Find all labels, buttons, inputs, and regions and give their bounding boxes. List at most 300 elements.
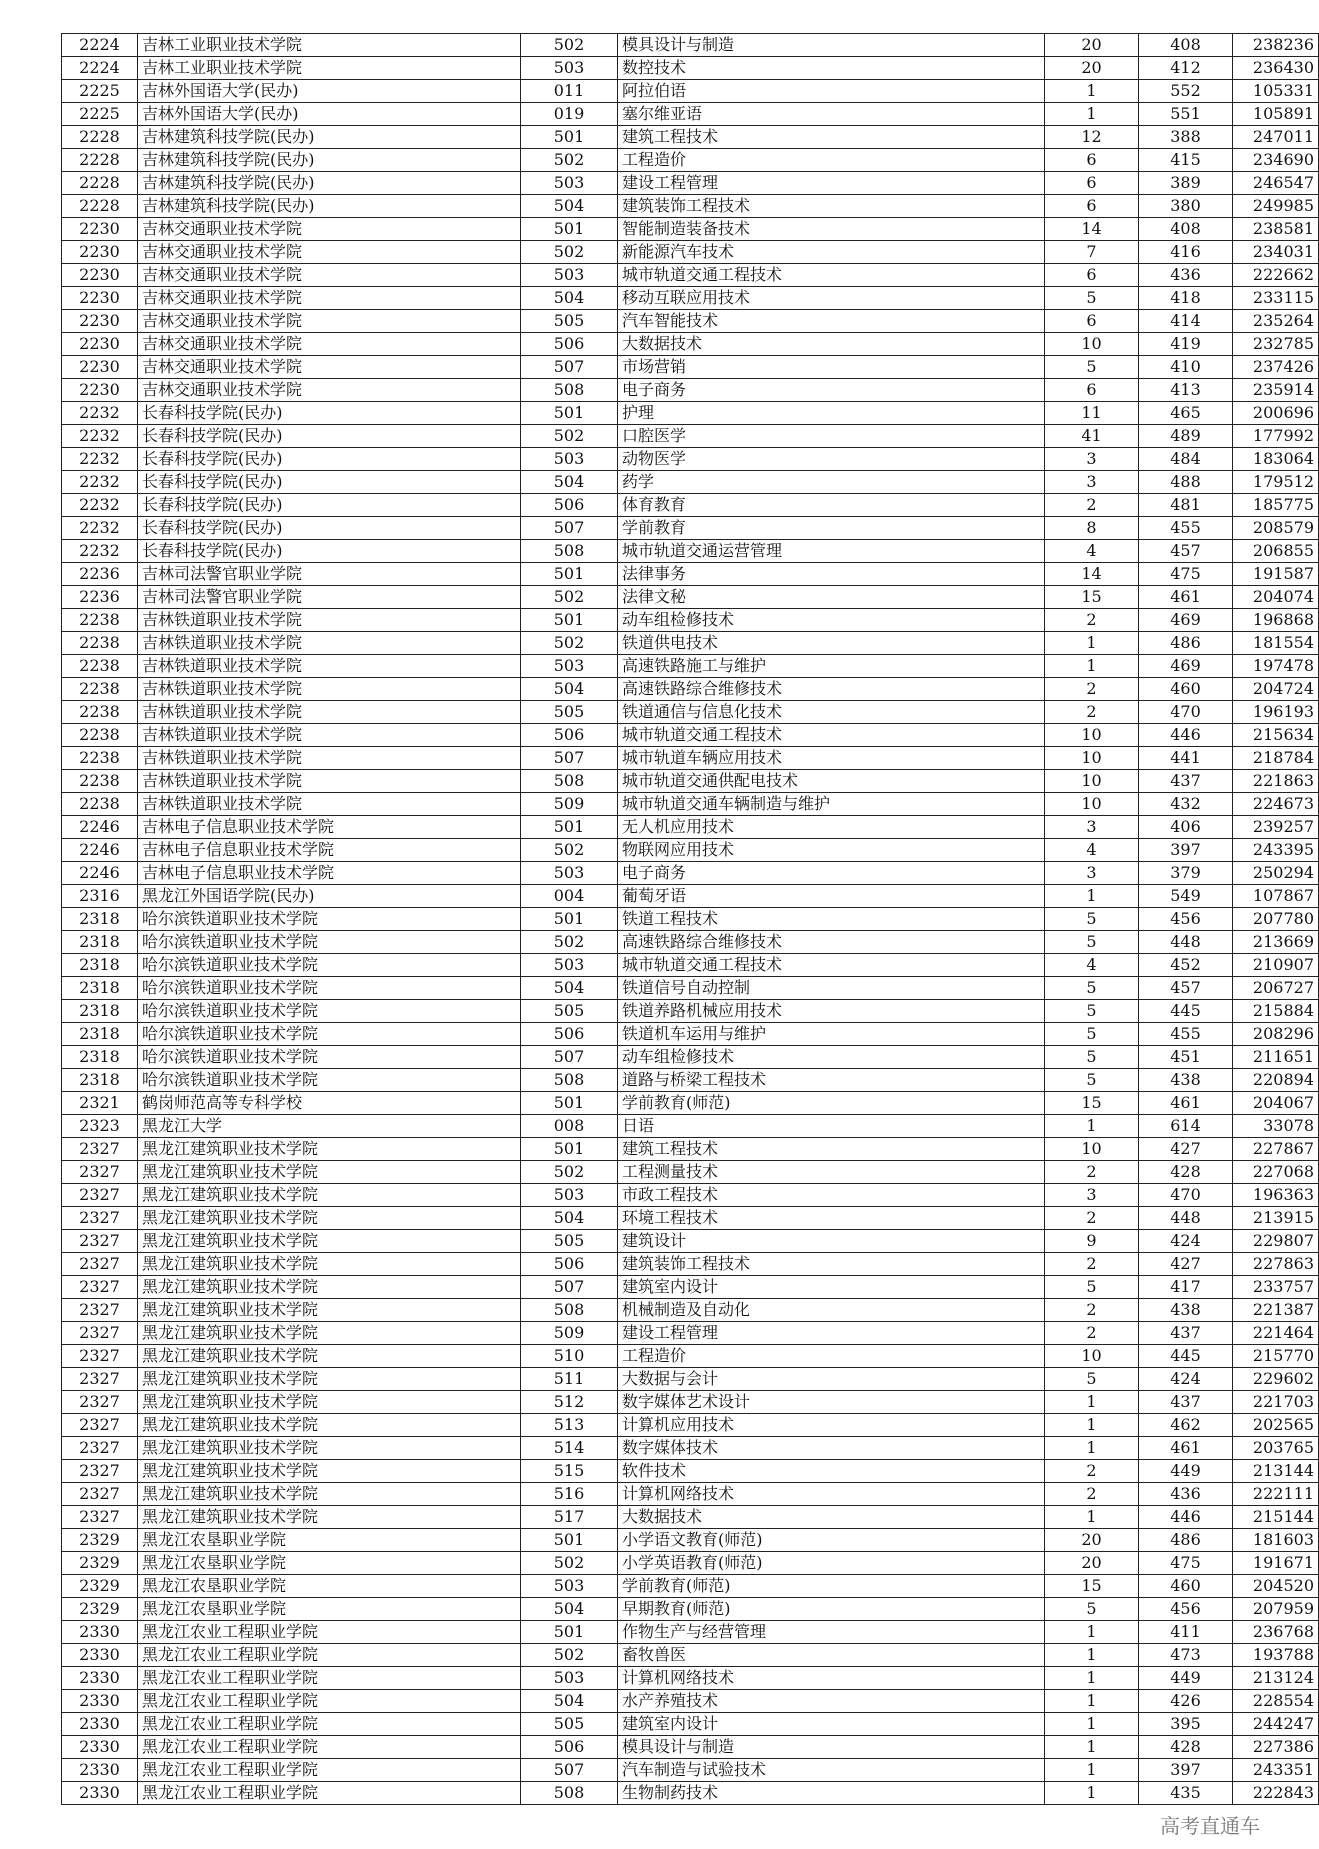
plan-count-cell: 15 bbox=[1045, 1092, 1139, 1115]
school-name-cell: 长春科技学院(民办) bbox=[138, 471, 521, 494]
school-name-cell: 黑龙江农垦职业学院 bbox=[138, 1598, 521, 1621]
major-code-cell: 506 bbox=[521, 1736, 618, 1759]
school-code-cell: 2232 bbox=[62, 494, 138, 517]
table-row bbox=[62, 241, 1319, 264]
major-name-cell: 城市轨道交通运营管理 bbox=[618, 540, 1045, 563]
major-name-cell: 建筑设计 bbox=[618, 1230, 1045, 1253]
school-code-cell: 2316 bbox=[62, 885, 138, 908]
major-name-cell: 小学语文教育(师范) bbox=[618, 1529, 1045, 1552]
table-row bbox=[62, 1069, 1319, 1092]
school-code-cell: 2327 bbox=[62, 1253, 138, 1276]
school-code-cell: 2329 bbox=[62, 1575, 138, 1598]
plan-count-cell: 7 bbox=[1045, 241, 1139, 264]
min-score-cell: 462 bbox=[1139, 1414, 1233, 1437]
school-name-cell: 长春科技学院(民办) bbox=[138, 494, 521, 517]
major-name-cell: 计算机网络技术 bbox=[618, 1483, 1045, 1506]
major-code-cell: 501 bbox=[521, 1092, 618, 1115]
major-code-cell: 511 bbox=[521, 1368, 618, 1391]
major-name-cell: 建设工程管理 bbox=[618, 172, 1045, 195]
plan-count-cell: 10 bbox=[1045, 793, 1139, 816]
major-code-cell: 510 bbox=[521, 1345, 618, 1368]
major-name-cell: 建筑装饰工程技术 bbox=[618, 195, 1045, 218]
school-code-cell: 2327 bbox=[62, 1460, 138, 1483]
school-code-cell: 2327 bbox=[62, 1161, 138, 1184]
min-rank-cell: 208296 bbox=[1233, 1023, 1319, 1046]
major-name-cell: 日语 bbox=[618, 1115, 1045, 1138]
school-name-cell: 黑龙江农垦职业学院 bbox=[138, 1529, 521, 1552]
school-code-cell: 2238 bbox=[62, 793, 138, 816]
major-name-cell: 市政工程技术 bbox=[618, 1184, 1045, 1207]
min-rank-cell: 236768 bbox=[1233, 1621, 1319, 1644]
plan-count-cell: 20 bbox=[1045, 1529, 1139, 1552]
min-rank-cell: 215884 bbox=[1233, 1000, 1319, 1023]
plan-count-cell: 1 bbox=[1045, 1667, 1139, 1690]
min-score-cell: 426 bbox=[1139, 1690, 1233, 1713]
plan-count-cell: 2 bbox=[1045, 1253, 1139, 1276]
school-name-cell: 吉林交通职业技术学院 bbox=[138, 379, 521, 402]
min-rank-cell: 250294 bbox=[1233, 862, 1319, 885]
table-row bbox=[62, 1506, 1319, 1529]
school-code-cell: 2232 bbox=[62, 402, 138, 425]
school-name-cell: 黑龙江建筑职业技术学院 bbox=[138, 1483, 521, 1506]
major-code-cell: 502 bbox=[521, 1644, 618, 1667]
school-code-cell: 2318 bbox=[62, 977, 138, 1000]
major-code-cell: 502 bbox=[521, 632, 618, 655]
plan-count-cell: 1 bbox=[1045, 632, 1139, 655]
min-score-cell: 445 bbox=[1139, 1345, 1233, 1368]
min-rank-cell: 105331 bbox=[1233, 80, 1319, 103]
table-row bbox=[62, 34, 1319, 57]
major-name-cell: 法律文秘 bbox=[618, 586, 1045, 609]
major-name-cell: 药学 bbox=[618, 471, 1045, 494]
min-rank-cell: 210907 bbox=[1233, 954, 1319, 977]
table-row bbox=[62, 1115, 1319, 1138]
major-code-cell: 503 bbox=[521, 954, 618, 977]
min-score-cell: 461 bbox=[1139, 1092, 1233, 1115]
major-code-cell: 502 bbox=[521, 425, 618, 448]
min-score-cell: 427 bbox=[1139, 1253, 1233, 1276]
min-rank-cell: 181603 bbox=[1233, 1529, 1319, 1552]
school-name-cell: 哈尔滨铁道职业技术学院 bbox=[138, 954, 521, 977]
plan-count-cell: 41 bbox=[1045, 425, 1139, 448]
school-name-cell: 吉林建筑科技学院(民办) bbox=[138, 195, 521, 218]
plan-count-cell: 3 bbox=[1045, 816, 1139, 839]
min-score-cell: 380 bbox=[1139, 195, 1233, 218]
major-code-cell: 504 bbox=[521, 287, 618, 310]
major-name-cell: 模具设计与制造 bbox=[618, 1736, 1045, 1759]
school-name-cell: 吉林交通职业技术学院 bbox=[138, 310, 521, 333]
table-row bbox=[62, 1023, 1319, 1046]
major-code-cell: 504 bbox=[521, 1207, 618, 1230]
min-rank-cell: 191587 bbox=[1233, 563, 1319, 586]
min-rank-cell: 208579 bbox=[1233, 517, 1319, 540]
table-row bbox=[62, 1621, 1319, 1644]
major-code-cell: 505 bbox=[521, 701, 618, 724]
table-row bbox=[62, 1276, 1319, 1299]
major-code-cell: 507 bbox=[521, 1046, 618, 1069]
min-rank-cell: 183064 bbox=[1233, 448, 1319, 471]
school-name-cell: 吉林铁道职业技术学院 bbox=[138, 701, 521, 724]
table-row bbox=[62, 1138, 1319, 1161]
min-rank-cell: 246547 bbox=[1233, 172, 1319, 195]
major-name-cell: 动车组检修技术 bbox=[618, 609, 1045, 632]
plan-count-cell: 20 bbox=[1045, 1552, 1139, 1575]
school-name-cell: 吉林电子信息职业技术学院 bbox=[138, 816, 521, 839]
major-name-cell: 城市轨道交通供配电技术 bbox=[618, 770, 1045, 793]
major-code-cell: 515 bbox=[521, 1460, 618, 1483]
major-code-cell: 503 bbox=[521, 655, 618, 678]
major-code-cell: 501 bbox=[521, 1621, 618, 1644]
min-score-cell: 481 bbox=[1139, 494, 1233, 517]
major-name-cell: 无人机应用技术 bbox=[618, 816, 1045, 839]
plan-count-cell: 2 bbox=[1045, 1322, 1139, 1345]
school-code-cell: 2230 bbox=[62, 356, 138, 379]
min-score-cell: 437 bbox=[1139, 770, 1233, 793]
school-code-cell: 2230 bbox=[62, 379, 138, 402]
school-name-cell: 黑龙江建筑职业技术学院 bbox=[138, 1253, 521, 1276]
school-name-cell: 哈尔滨铁道职业技术学院 bbox=[138, 931, 521, 954]
plan-count-cell: 5 bbox=[1045, 931, 1139, 954]
plan-count-cell: 20 bbox=[1045, 34, 1139, 57]
table-row bbox=[62, 149, 1319, 172]
min-score-cell: 473 bbox=[1139, 1644, 1233, 1667]
school-name-cell: 黑龙江农业工程职业学院 bbox=[138, 1644, 521, 1667]
school-code-cell: 2327 bbox=[62, 1483, 138, 1506]
major-code-cell: 501 bbox=[521, 126, 618, 149]
min-rank-cell: 221464 bbox=[1233, 1322, 1319, 1345]
major-code-cell: 011 bbox=[521, 80, 618, 103]
major-code-cell: 517 bbox=[521, 1506, 618, 1529]
plan-count-cell: 6 bbox=[1045, 310, 1139, 333]
min-rank-cell: 213669 bbox=[1233, 931, 1319, 954]
major-name-cell: 体育教育 bbox=[618, 494, 1045, 517]
table-row bbox=[62, 1207, 1319, 1230]
table-row bbox=[62, 655, 1319, 678]
min-score-cell: 417 bbox=[1139, 1276, 1233, 1299]
major-code-cell: 508 bbox=[521, 1069, 618, 1092]
major-name-cell: 葡萄牙语 bbox=[618, 885, 1045, 908]
school-code-cell: 2238 bbox=[62, 724, 138, 747]
major-code-cell: 506 bbox=[521, 1023, 618, 1046]
min-score-cell: 470 bbox=[1139, 1184, 1233, 1207]
major-name-cell: 早期教育(师范) bbox=[618, 1598, 1045, 1621]
school-name-cell: 哈尔滨铁道职业技术学院 bbox=[138, 1023, 521, 1046]
major-name-cell: 高速铁路综合维修技术 bbox=[618, 931, 1045, 954]
table-row bbox=[62, 954, 1319, 977]
school-name-cell: 黑龙江建筑职业技术学院 bbox=[138, 1437, 521, 1460]
school-name-cell: 黑龙江外国语学院(民办) bbox=[138, 885, 521, 908]
school-code-cell: 2329 bbox=[62, 1552, 138, 1575]
major-name-cell: 小学英语教育(师范) bbox=[618, 1552, 1045, 1575]
school-name-cell: 吉林外国语大学(民办) bbox=[138, 80, 521, 103]
school-code-cell: 2232 bbox=[62, 540, 138, 563]
plan-count-cell: 5 bbox=[1045, 287, 1139, 310]
school-code-cell: 2230 bbox=[62, 333, 138, 356]
school-code-cell: 2228 bbox=[62, 126, 138, 149]
table-row bbox=[62, 57, 1319, 80]
table-row bbox=[62, 793, 1319, 816]
school-name-cell: 吉林交通职业技术学院 bbox=[138, 333, 521, 356]
major-code-cell: 506 bbox=[521, 724, 618, 747]
min-rank-cell: 206855 bbox=[1233, 540, 1319, 563]
table-row bbox=[62, 1483, 1319, 1506]
major-name-cell: 建设工程管理 bbox=[618, 1322, 1045, 1345]
school-name-cell: 哈尔滨铁道职业技术学院 bbox=[138, 1000, 521, 1023]
min-rank-cell: 196193 bbox=[1233, 701, 1319, 724]
plan-count-cell: 2 bbox=[1045, 609, 1139, 632]
min-score-cell: 448 bbox=[1139, 931, 1233, 954]
plan-count-cell: 3 bbox=[1045, 471, 1139, 494]
school-code-cell: 2238 bbox=[62, 701, 138, 724]
plan-count-cell: 2 bbox=[1045, 1460, 1139, 1483]
plan-count-cell: 10 bbox=[1045, 747, 1139, 770]
min-score-cell: 475 bbox=[1139, 1552, 1233, 1575]
major-code-cell: 509 bbox=[521, 1322, 618, 1345]
school-code-cell: 2318 bbox=[62, 908, 138, 931]
school-name-cell: 吉林交通职业技术学院 bbox=[138, 241, 521, 264]
plan-count-cell: 5 bbox=[1045, 977, 1139, 1000]
school-name-cell: 长春科技学院(民办) bbox=[138, 425, 521, 448]
major-code-cell: 505 bbox=[521, 1230, 618, 1253]
plan-count-cell: 1 bbox=[1045, 103, 1139, 126]
major-name-cell: 工程造价 bbox=[618, 149, 1045, 172]
plan-count-cell: 14 bbox=[1045, 218, 1139, 241]
school-code-cell: 2224 bbox=[62, 57, 138, 80]
major-name-cell: 动车组检修技术 bbox=[618, 1046, 1045, 1069]
plan-count-cell: 5 bbox=[1045, 908, 1139, 931]
min-score-cell: 436 bbox=[1139, 1483, 1233, 1506]
min-score-cell: 427 bbox=[1139, 1138, 1233, 1161]
school-code-cell: 2327 bbox=[62, 1391, 138, 1414]
school-name-cell: 吉林交通职业技术学院 bbox=[138, 264, 521, 287]
school-code-cell: 2238 bbox=[62, 770, 138, 793]
major-code-cell: 508 bbox=[521, 1299, 618, 1322]
plan-count-cell: 1 bbox=[1045, 1782, 1139, 1805]
major-name-cell: 物联网应用技术 bbox=[618, 839, 1045, 862]
table-row bbox=[62, 586, 1319, 609]
min-score-cell: 415 bbox=[1139, 149, 1233, 172]
table-row bbox=[62, 770, 1319, 793]
plan-count-cell: 5 bbox=[1045, 1023, 1139, 1046]
min-rank-cell: 211651 bbox=[1233, 1046, 1319, 1069]
min-rank-cell: 177992 bbox=[1233, 425, 1319, 448]
major-code-cell: 504 bbox=[521, 471, 618, 494]
min-score-cell: 418 bbox=[1139, 287, 1233, 310]
watermark-text: 高考直通车 bbox=[1160, 1814, 1260, 1838]
plan-count-cell: 1 bbox=[1045, 1759, 1139, 1782]
major-name-cell: 城市轨道交通工程技术 bbox=[618, 954, 1045, 977]
min-score-cell: 397 bbox=[1139, 1759, 1233, 1782]
plan-count-cell: 15 bbox=[1045, 1575, 1139, 1598]
major-name-cell: 城市轨道交通工程技术 bbox=[618, 724, 1045, 747]
min-score-cell: 428 bbox=[1139, 1736, 1233, 1759]
school-code-cell: 2330 bbox=[62, 1621, 138, 1644]
school-code-cell: 2238 bbox=[62, 747, 138, 770]
major-name-cell: 机械制造及自动化 bbox=[618, 1299, 1045, 1322]
major-code-cell: 501 bbox=[521, 218, 618, 241]
school-name-cell: 吉林铁道职业技术学院 bbox=[138, 747, 521, 770]
table-row bbox=[62, 448, 1319, 471]
min-rank-cell: 237426 bbox=[1233, 356, 1319, 379]
school-name-cell: 黑龙江农业工程职业学院 bbox=[138, 1736, 521, 1759]
major-code-cell: 501 bbox=[521, 402, 618, 425]
table-row bbox=[62, 218, 1319, 241]
school-code-cell: 2330 bbox=[62, 1713, 138, 1736]
school-code-cell: 2327 bbox=[62, 1299, 138, 1322]
school-name-cell: 长春科技学院(民办) bbox=[138, 402, 521, 425]
major-name-cell: 城市轨道交通车辆制造与维护 bbox=[618, 793, 1045, 816]
major-code-cell: 505 bbox=[521, 1713, 618, 1736]
min-score-cell: 410 bbox=[1139, 356, 1233, 379]
table-row bbox=[62, 977, 1319, 1000]
plan-count-cell: 6 bbox=[1045, 172, 1139, 195]
min-rank-cell: 220894 bbox=[1233, 1069, 1319, 1092]
min-score-cell: 461 bbox=[1139, 1437, 1233, 1460]
plan-count-cell: 2 bbox=[1045, 494, 1139, 517]
major-code-cell: 502 bbox=[521, 1552, 618, 1575]
major-name-cell: 铁道信号自动控制 bbox=[618, 977, 1045, 1000]
school-name-cell: 黑龙江建筑职业技术学院 bbox=[138, 1299, 521, 1322]
table-row bbox=[62, 494, 1319, 517]
min-rank-cell: 193788 bbox=[1233, 1644, 1319, 1667]
major-code-cell: 503 bbox=[521, 172, 618, 195]
min-score-cell: 419 bbox=[1139, 333, 1233, 356]
table-row bbox=[62, 1667, 1319, 1690]
school-name-cell: 黑龙江建筑职业技术学院 bbox=[138, 1414, 521, 1437]
min-score-cell: 456 bbox=[1139, 1598, 1233, 1621]
min-rank-cell: 222662 bbox=[1233, 264, 1319, 287]
table-row bbox=[62, 80, 1319, 103]
major-code-cell: 508 bbox=[521, 540, 618, 563]
table-row bbox=[62, 471, 1319, 494]
school-code-cell: 2318 bbox=[62, 1046, 138, 1069]
min-score-cell: 438 bbox=[1139, 1069, 1233, 1092]
min-rank-cell: 234031 bbox=[1233, 241, 1319, 264]
major-code-cell: 501 bbox=[521, 816, 618, 839]
table-row bbox=[62, 839, 1319, 862]
min-score-cell: 446 bbox=[1139, 724, 1233, 747]
table-row bbox=[62, 862, 1319, 885]
min-score-cell: 424 bbox=[1139, 1230, 1233, 1253]
school-name-cell: 吉林建筑科技学院(民办) bbox=[138, 126, 521, 149]
min-rank-cell: 227867 bbox=[1233, 1138, 1319, 1161]
major-code-cell: 516 bbox=[521, 1483, 618, 1506]
min-score-cell: 484 bbox=[1139, 448, 1233, 471]
min-rank-cell: 179512 bbox=[1233, 471, 1319, 494]
table-row bbox=[62, 126, 1319, 149]
table-row bbox=[62, 701, 1319, 724]
plan-count-cell: 2 bbox=[1045, 1207, 1139, 1230]
major-code-cell: 505 bbox=[521, 310, 618, 333]
min-rank-cell: 206727 bbox=[1233, 977, 1319, 1000]
min-rank-cell: 105891 bbox=[1233, 103, 1319, 126]
major-name-cell: 城市轨道车辆应用技术 bbox=[618, 747, 1045, 770]
min-score-cell: 457 bbox=[1139, 977, 1233, 1000]
table-row bbox=[62, 356, 1319, 379]
min-score-cell: 549 bbox=[1139, 885, 1233, 908]
school-code-cell: 2232 bbox=[62, 425, 138, 448]
table-row bbox=[62, 310, 1319, 333]
min-rank-cell: 202565 bbox=[1233, 1414, 1319, 1437]
school-code-cell: 2224 bbox=[62, 34, 138, 57]
school-code-cell: 2246 bbox=[62, 862, 138, 885]
major-code-cell: 503 bbox=[521, 1184, 618, 1207]
school-name-cell: 吉林铁道职业技术学院 bbox=[138, 793, 521, 816]
major-code-cell: 506 bbox=[521, 333, 618, 356]
plan-count-cell: 20 bbox=[1045, 57, 1139, 80]
school-name-cell: 吉林交通职业技术学院 bbox=[138, 218, 521, 241]
school-name-cell: 黑龙江建筑职业技术学院 bbox=[138, 1322, 521, 1345]
table-row bbox=[62, 264, 1319, 287]
min-score-cell: 411 bbox=[1139, 1621, 1233, 1644]
min-score-cell: 456 bbox=[1139, 908, 1233, 931]
school-code-cell: 2230 bbox=[62, 287, 138, 310]
table-row bbox=[62, 1391, 1319, 1414]
table-row bbox=[62, 1299, 1319, 1322]
school-code-cell: 2318 bbox=[62, 1023, 138, 1046]
plan-count-cell: 1 bbox=[1045, 1414, 1139, 1437]
major-name-cell: 数控技术 bbox=[618, 57, 1045, 80]
school-name-cell: 黑龙江建筑职业技术学院 bbox=[138, 1368, 521, 1391]
table-row bbox=[62, 1552, 1319, 1575]
min-score-cell: 437 bbox=[1139, 1322, 1233, 1345]
min-rank-cell: 243351 bbox=[1233, 1759, 1319, 1782]
min-score-cell: 432 bbox=[1139, 793, 1233, 816]
min-rank-cell: 228554 bbox=[1233, 1690, 1319, 1713]
school-code-cell: 2327 bbox=[62, 1322, 138, 1345]
school-name-cell: 黑龙江农业工程职业学院 bbox=[138, 1621, 521, 1644]
plan-count-cell: 5 bbox=[1045, 1598, 1139, 1621]
major-name-cell: 学前教育(师范) bbox=[618, 1092, 1045, 1115]
major-name-cell: 电子商务 bbox=[618, 862, 1045, 885]
school-code-cell: 2236 bbox=[62, 586, 138, 609]
min-rank-cell: 200696 bbox=[1233, 402, 1319, 425]
min-rank-cell: 107867 bbox=[1233, 885, 1319, 908]
min-rank-cell: 227863 bbox=[1233, 1253, 1319, 1276]
school-name-cell: 吉林工业职业技术学院 bbox=[138, 34, 521, 57]
school-code-cell: 2238 bbox=[62, 678, 138, 701]
major-name-cell: 铁道工程技术 bbox=[618, 908, 1045, 931]
min-score-cell: 470 bbox=[1139, 701, 1233, 724]
min-score-cell: 469 bbox=[1139, 609, 1233, 632]
plan-count-cell: 2 bbox=[1045, 701, 1139, 724]
major-code-cell: 504 bbox=[521, 1690, 618, 1713]
major-code-cell: 506 bbox=[521, 494, 618, 517]
major-code-cell: 503 bbox=[521, 862, 618, 885]
major-name-cell: 铁道供电技术 bbox=[618, 632, 1045, 655]
min-score-cell: 552 bbox=[1139, 80, 1233, 103]
major-code-cell: 508 bbox=[521, 379, 618, 402]
school-code-cell: 2225 bbox=[62, 80, 138, 103]
school-code-cell: 2327 bbox=[62, 1437, 138, 1460]
major-code-cell: 019 bbox=[521, 103, 618, 126]
plan-count-cell: 1 bbox=[1045, 1391, 1139, 1414]
table-row bbox=[62, 632, 1319, 655]
min-rank-cell: 229602 bbox=[1233, 1368, 1319, 1391]
major-name-cell: 建筑工程技术 bbox=[618, 126, 1045, 149]
major-code-cell: 501 bbox=[521, 563, 618, 586]
major-code-cell: 507 bbox=[521, 356, 618, 379]
min-rank-cell: 232785 bbox=[1233, 333, 1319, 356]
school-name-cell: 黑龙江建筑职业技术学院 bbox=[138, 1391, 521, 1414]
table-row bbox=[62, 908, 1319, 931]
min-rank-cell: 249985 bbox=[1233, 195, 1319, 218]
table-row bbox=[62, 563, 1319, 586]
admission-score-table bbox=[61, 33, 1319, 1805]
major-name-cell: 高速铁路综合维修技术 bbox=[618, 678, 1045, 701]
min-score-cell: 486 bbox=[1139, 632, 1233, 655]
major-code-cell: 508 bbox=[521, 1782, 618, 1805]
